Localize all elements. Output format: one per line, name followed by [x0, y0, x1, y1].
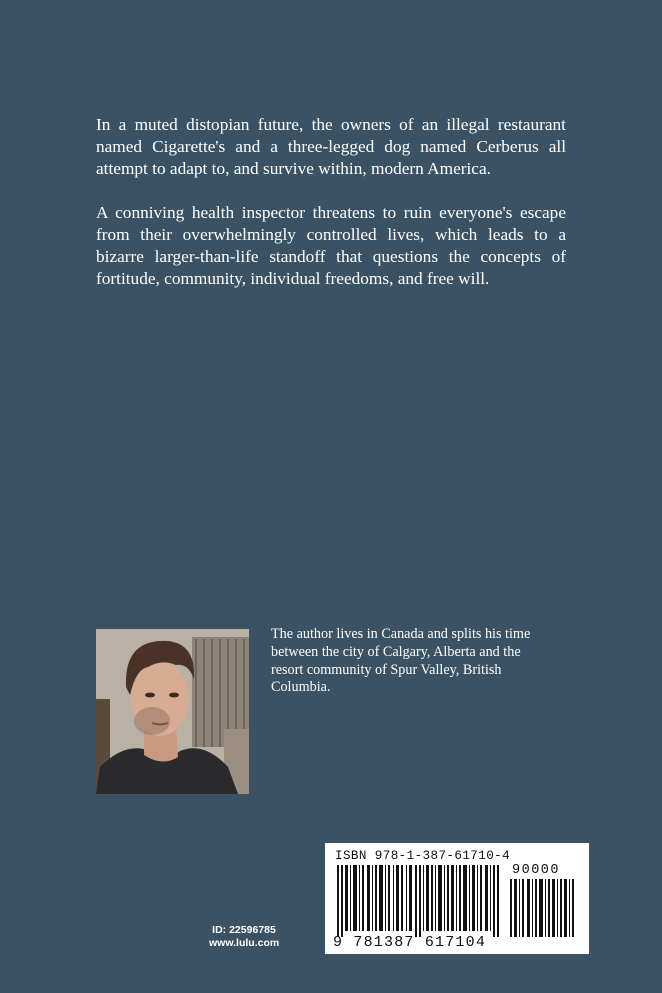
blurb-paragraph-2: A conniving health inspector threatens to ruin everyone's escape from their overwhelmingly controlled lives, which leads to a bizarre larger-than-life standoff that questions the concepts of fortitude, community, individual freedoms, and free will. — [96, 202, 566, 289]
author-portrait-image — [96, 629, 249, 794]
back-cover-blurb — [96, 114, 566, 311]
publisher-id: ID: 22596785 — [212, 924, 276, 936]
author-photo — [96, 629, 249, 794]
price-code-label: 90000 — [512, 863, 561, 878]
publisher-info — [209, 924, 279, 950]
isbn-digits: 9 781387 617104 — [333, 934, 487, 951]
ean-barcode-bars — [337, 865, 507, 937]
isbn-label: ISBN 978-1-387-61710-4 — [335, 849, 511, 863]
publisher-site: www.lulu.com — [209, 937, 280, 949]
blurb-paragraph-1: In a muted distopian future, the owners of an illegal restaurant named Cigarette's and a three-legged dog named Cerberus all attempt to adapt to, and survive within, modern America. — [96, 115, 566, 179]
isbn-barcode — [325, 843, 589, 954]
price-addon-bars — [510, 879, 578, 937]
author-bio: The author lives in Canada and splits his time between the city of Calgary, Alberta and the resort community of Spur Valley, British Columbia. — [271, 626, 531, 696]
